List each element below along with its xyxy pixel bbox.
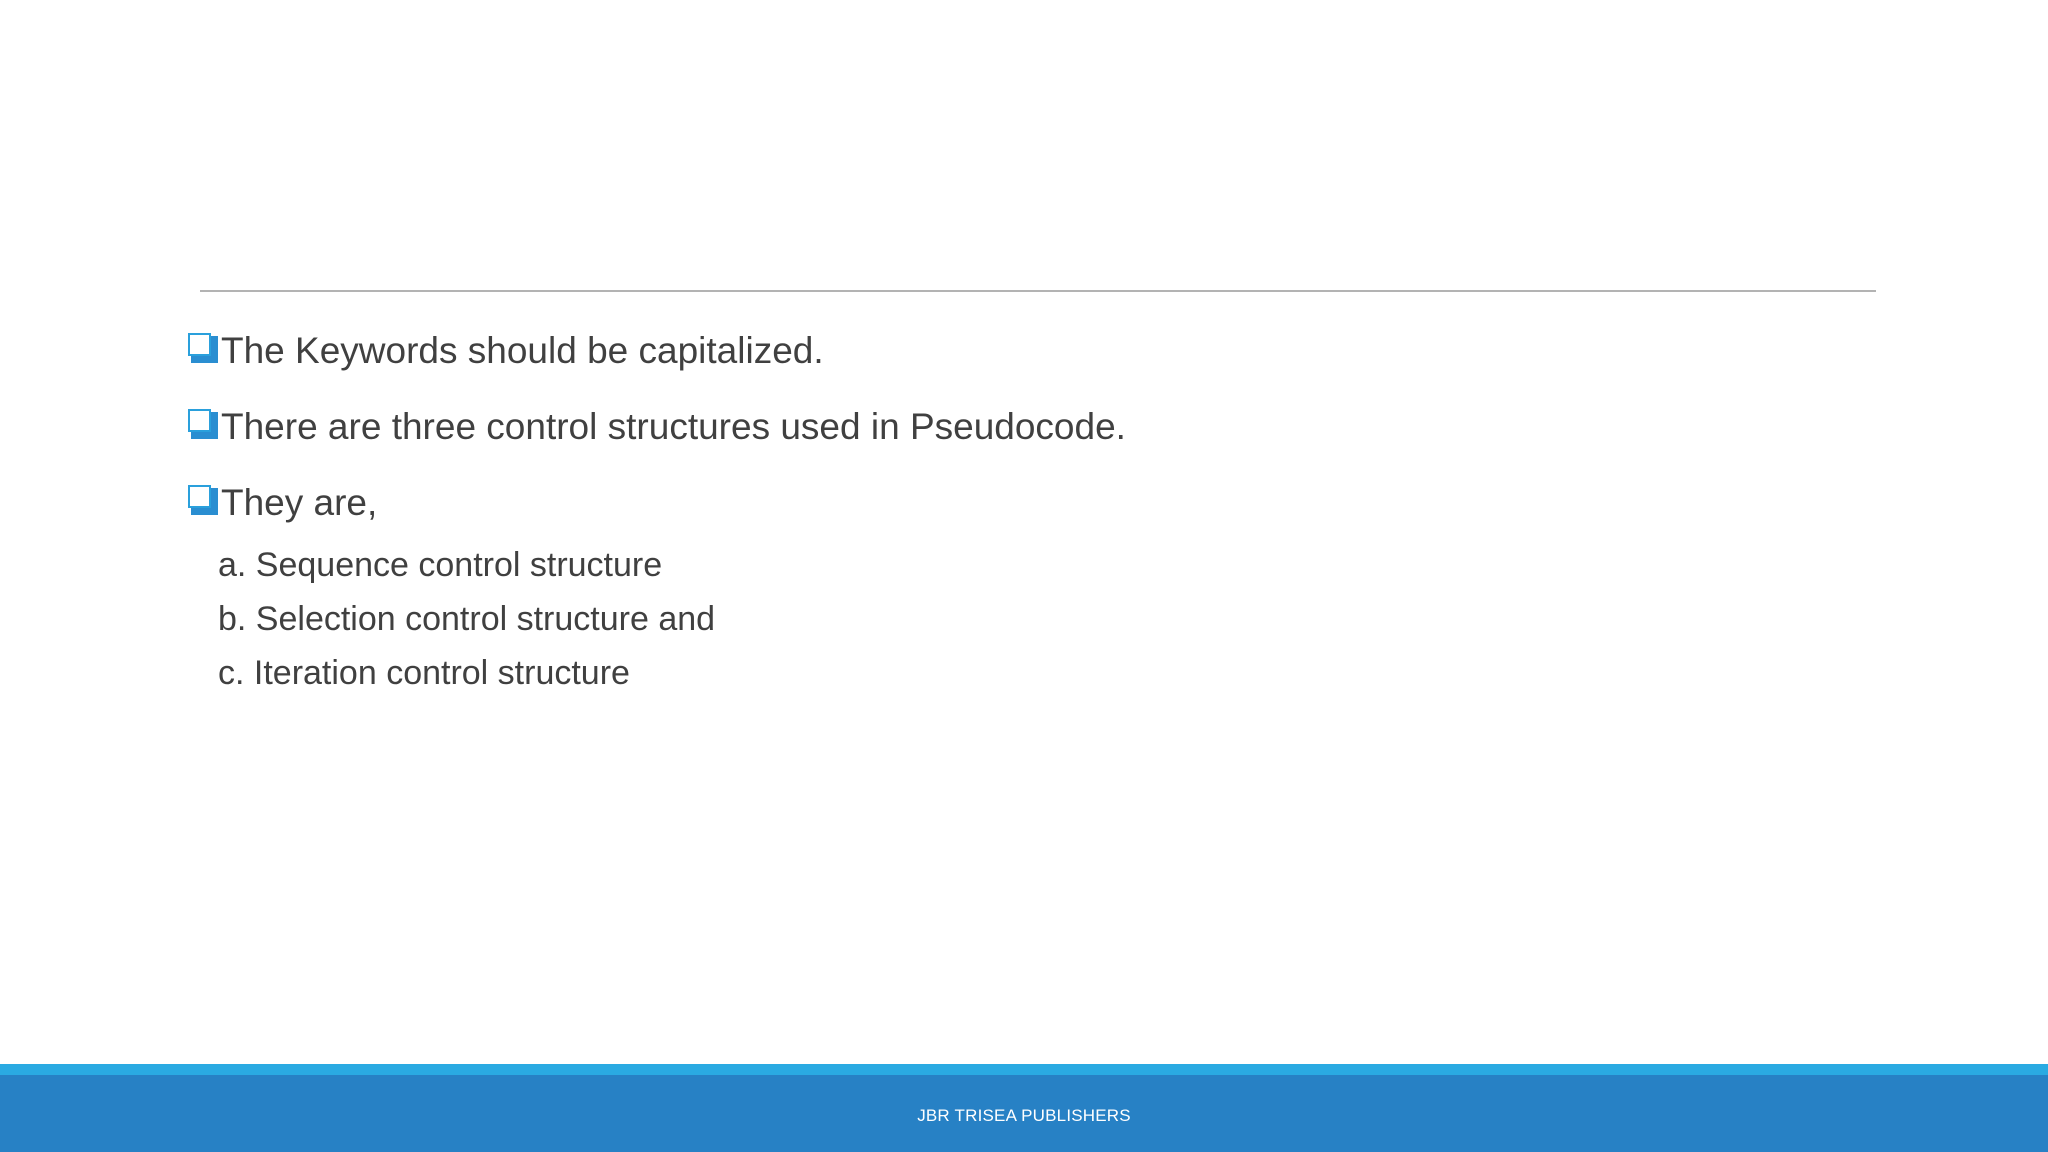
checkbox-icon bbox=[188, 409, 218, 439]
bullet-item bbox=[188, 312, 1888, 388]
checkbox-icon bbox=[188, 485, 218, 515]
title-divider bbox=[200, 290, 1876, 292]
footer-text: JBR TRISEA PUBLISHERS bbox=[917, 1105, 1131, 1125]
slide-content bbox=[188, 312, 1888, 700]
bullet-text: They are, bbox=[221, 481, 378, 523]
sub-list-item: c. Iteration control structure bbox=[218, 653, 630, 692]
bullet-item bbox=[188, 464, 1888, 540]
bullet-item bbox=[188, 388, 1888, 464]
bullet-text: The Keywords should be capitalized. bbox=[221, 329, 824, 371]
sub-list bbox=[188, 538, 1888, 700]
checkbox-icon bbox=[188, 333, 218, 363]
footer-accent-stripe bbox=[0, 1064, 2048, 1075]
bullet-text: There are three control structures used in Pseudocode. bbox=[221, 405, 1126, 447]
footer-bar bbox=[0, 1075, 2048, 1152]
sub-list-item: a. Sequence control structure bbox=[218, 545, 663, 584]
sub-list-item: b. Selection control structure and bbox=[218, 599, 716, 638]
